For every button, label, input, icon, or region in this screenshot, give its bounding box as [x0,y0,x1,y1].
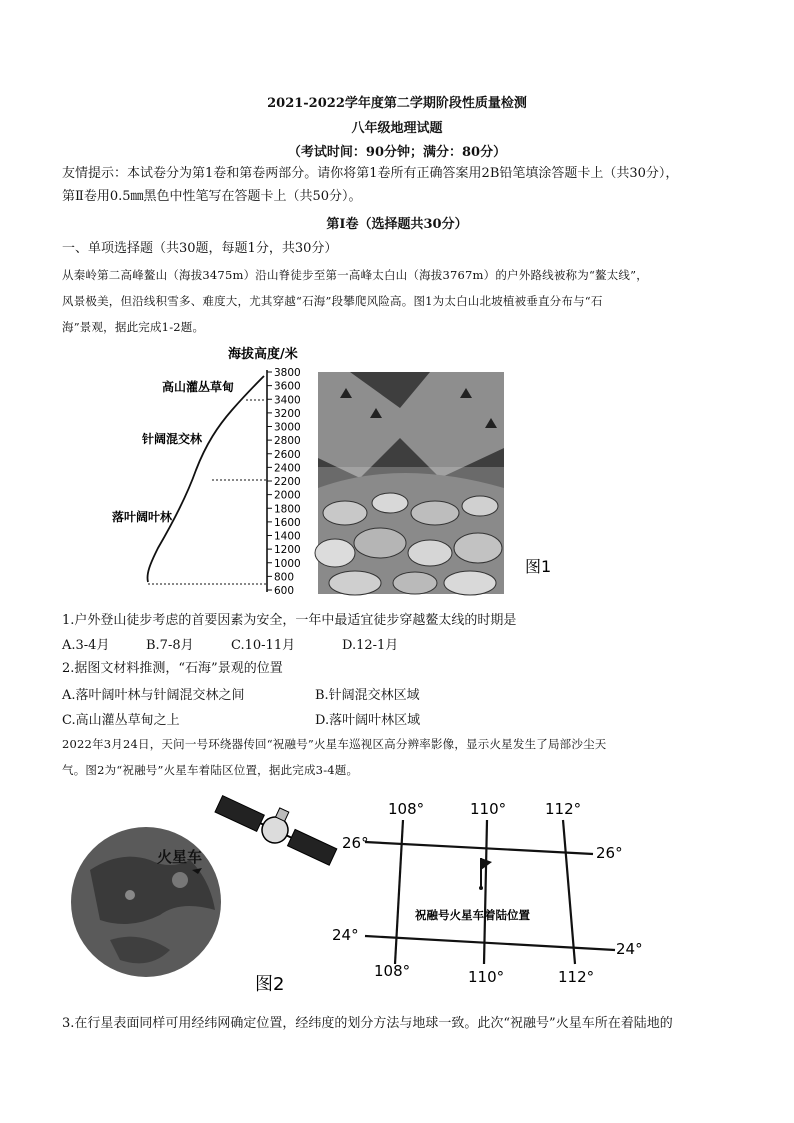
figure1-tick-label: 2600 [274,448,301,461]
figure1-tick-label: 2400 [274,462,301,475]
lon-108-bottom: 108° [374,962,411,980]
exam-info: （考试时间：90分钟；满分：80分） [287,145,507,160]
parallel-24 [365,936,615,950]
notice-line-1: 友情提示：本试卷分为第1卷和第卷两部分。请你将第1卷所有正确答案用2B铅笔填涂答题卡上（共30分）， [62,166,679,181]
meridian-112 [563,820,575,964]
figure1-tick-label: 600 [274,585,295,597]
exam-subtitle: 八年级地理试题 [351,121,443,136]
satellite-icon [213,790,342,869]
parallel-26 [365,842,593,854]
figure1-tick-group [267,367,301,597]
q2-stem: 2.据图文材料推测，“石海”景观的位置 [62,661,283,676]
rover-label: 火星车 [157,848,203,866]
q1-option-c[interactable]: C.10-11月 [231,638,296,653]
q1-option-a[interactable]: A.3-4月 [62,638,110,653]
passage2-line-1: 2022年3月24日，天问一号环绕器传回“祝融号”火星车巡视区高分辨率影像，显示火星发生了局部沙尘天 [62,737,607,751]
figure1-tick-label: 2200 [274,476,301,488]
q3-stem: 3.在行星表面同样可用经纬网确定位置，经纬度的划分方法与地球一致。此次“祝融号”火星车所在着陆地的 [62,1016,673,1031]
zone-label-meadow: 高山灌丛草甸 [162,380,235,394]
lat-26-right: 26° [596,844,623,862]
q2-option-b[interactable]: B.针阔混交林区域 [315,688,420,703]
figure2-caption: 图2 [255,974,285,995]
q1-option-d[interactable]: D.12-1月 [342,638,399,653]
passage1-line-2: 风景极美，但沿线积雪多、难度大，尤其穿越“石海”段攀爬风险高。图1为太白山北坡植被垂直分布与“石 [62,294,603,308]
lat-26-left: 26° [342,834,369,852]
figure1-axis-title: 海拔高度/米 [228,347,298,362]
figure1-tick-label: 1600 [274,516,301,529]
lat-24-left: 24° [332,926,359,944]
notice-line-2: 第Ⅱ卷用0.5㎜黑色中性笔写在答题卡上（共50分）。 [62,189,362,204]
landing-site-label: 祝融号火星车着陆位置 [415,908,530,922]
lon-110-top: 110° [470,800,507,818]
figure1-caption: 图1 [525,557,552,576]
zone-label-deciduous-forest: 落叶阔叶林 [112,510,173,524]
figure1-tick-label: 2000 [274,489,301,502]
figure1-vertical-zone-diagram [100,338,580,600]
q1-option-b[interactable]: B.7-8月 [146,638,194,653]
figure1-tick-label: 3800 [274,367,301,379]
passage1-line-1: 从秦岭第二高峰鳌山（海拔3475m）沿山脊徒步至第一高峰太白山（海拔3767m）的户外路线被称为“鳌太线”， [62,268,648,282]
figure1-tick-label: 3200 [274,407,301,420]
lat-24-right: 24° [616,940,643,958]
lon-108-top: 108° [388,800,425,818]
figure1-tick-label: 2800 [274,435,301,448]
q1-stem: 1.户外登山徒步考虑的首要因素为安全，一年中最适宜徒步穿越鳌太线的时期是 [62,613,517,628]
exam-title: 2021-2022学年度第二学期阶段性质量检测 [267,96,527,111]
figure2-mars-landing-diagram [60,790,710,1000]
section-heading: 一、单项选择题（共30题，每题1分，共30分） [62,241,338,256]
figure1-tick-label: 800 [274,571,295,584]
figure1-tick-label: 1800 [274,503,301,516]
q2-option-d[interactable]: D.落叶阔叶林区域 [315,713,421,728]
figure1-tick-label: 1000 [274,557,301,570]
section-title: 第Ⅰ卷（选择题共30分） [326,217,468,232]
figure1-tick-label: 1400 [274,530,301,543]
slope-profile-line [147,376,264,582]
q2-option-a[interactable]: A.落叶阔叶林与针阔混交林之间 [62,688,245,703]
lat-long-grid [365,820,615,964]
stone-sea-photo [315,372,504,595]
figure1-tick-label: 3000 [274,421,301,434]
passage2-line-2: 气。图2为“祝融号”火星车着陆区位置，据此完成3-4题。 [62,763,359,777]
q2-option-c[interactable]: C.高山灌丛草甸之上 [62,713,180,728]
zone-label-mixed-forest: 针阔混交林 [142,432,203,446]
lon-110-bottom: 110° [468,968,505,986]
lon-112-top: 112° [545,800,582,818]
figure1-tick-label: 3600 [274,380,301,393]
passage1-line-3: 海”景观，据此完成1-2题。 [62,320,205,334]
lon-112-bottom: 112° [558,968,595,986]
figure1-tick-label: 3400 [274,394,301,407]
figure1-tick-label: 1200 [274,544,301,557]
meridian-108 [395,820,403,964]
